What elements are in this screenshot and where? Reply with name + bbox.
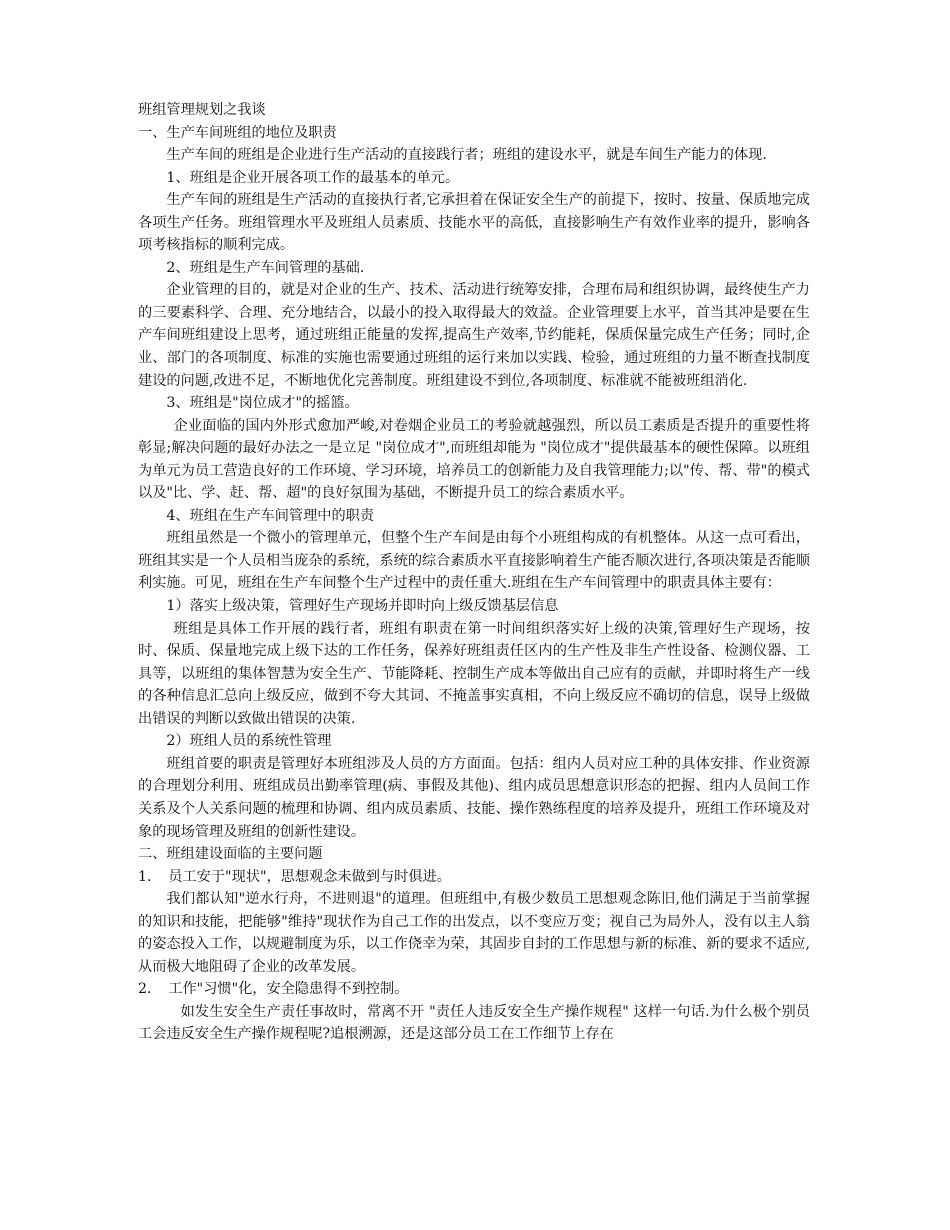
- subsection-heading: 3、班组是"岗位成才"的摇篮。: [166, 395, 359, 412]
- list-item-heading: 2． 工作"习惯"化，安全隐患得不到控制。: [138, 981, 409, 998]
- body-paragraph: 生产车间的班组是企业进行生产活动的直接践行者；班组的建设水平，就是车间生产能力的体现.: [166, 147, 767, 164]
- subsection-heading: 1、班组是企业开展各项工作的最基本的单元。: [166, 169, 460, 186]
- list-item-heading: 1． 员工安于"现状"，思想观念未做到与时俱进。: [138, 868, 451, 885]
- body-paragraph: 企业管理的目的，就是对企业的生产、技术、活动进行统筹安排，合理布局和组织协调，最终使生产力的三要素科学、合理、充分地结合，以最小的投入取得最大的效益。企业管理要上水平，首当其冲是要在生产车间班组建设上思考，通过班组正能量的发挥,提高生产效率,节约能耗，保质保量完成生产任务；同时,企业、部门的各项制度、标准的实施也需要通过班组的运行来加以实践、检验，通过班组的力量不断查找制度建设的问题,改进不足，不断地优化完善制度。班组建设不到位,各项制度、标准就不能被班组消化.: [138, 282, 810, 389]
- section-heading: 一、生产车间班组的地位及职责: [138, 124, 337, 141]
- subsection-heading: 2、班组是生产车间管理的基础.: [166, 259, 365, 276]
- list-item-heading: 2）班组人员的系统性管理: [166, 733, 332, 750]
- list-item-heading: 1）落实上级决策，管理好生产现场并即时向上级反馈基层信息: [166, 598, 559, 615]
- document-page: [138, 99, 810, 1046]
- body-paragraph: 班组是具体工作开展的践行者，班组有职责在第一时间组织落实好上级的决策,管理好生产现场，按时、保质、保量地完成上级下达的工作任务，保养好班组责任区内的生产性及非生产性设备、检测仪器、工具等，以班组的集体智慧为安全生产、节能降耗、控制生产成本等做出自己应有的贡献，并即时将生产一线的各种信息汇总向上级反应，做到不夸大其词、不掩盖事实真相，不向上级反应不确切的信息，误导上级做出错误的判断以致做出错误的决策.: [138, 620, 810, 727]
- body-paragraph: 班组首要的职责是管理好本班组涉及人员的方方面面。包括：组内人员对应工种的具体安排、作业资源的合理划分利用、班组成员出勤率管理(病、事假及其他)、组内成员思想意识形态的把握、组内人员间工作关系及个人关系问题的梳理和协调、组内成员素质、技能、操作熟练程度的培养及提升，班组工作环境及对象的现场管理及班组的创新性建设。: [138, 755, 810, 840]
- section-heading: 二、班组建设面临的主要问题: [138, 846, 323, 863]
- body-paragraph: 企业面临的国内外形式愈加严峻,对卷烟企业员工的考验就越强烈，所以员工素质是否提升的重要性将彰显;解决问题的最好办法之一是立足 "岗位成才",而班组却能为 "岗位成才"提供最基本的硬性保障。以班组为单元为员工营造良好的工作环境、学习环境，培养员工的创新能力及自我管理能力;以"传、帮、带"的模式以及"比、学、赶、帮、超"的良好氛围为基础，不断提升员工的综合素质水平。: [138, 417, 810, 502]
- body-paragraph: 我们都认知"逆水行舟，不进则退"的道理。但班组中,有极少数员工思想观念陈旧,他们满足于当前掌握的知识和技能，把能够"维持"现状作为自己工作的出发点，以不变应万变；视自己为局外人，没有以主人翁的姿态投入工作，以规避制度为乐，以工作侥幸为荣，其固步自封的工作思想与新的标准、新的要求不适应,从而极大地阻碍了企业的改革发展。: [138, 891, 810, 975]
- document-title: 班组管理规划之我谈: [138, 102, 266, 118]
- body-paragraph: 班组虽然是一个微小的管理单元，但整个生产车间是由每个小班组构成的有机整体。从这一点可看出，班组其实是一个人员相当庞杂的系统，系统的综合素质水平直接影响着生产能否顺次进行,各项决策是否能顺利实施。可见，班组在生产车间整个生产过程中的责任重大.班组在生产车间管理中的职责具体主要有：: [138, 530, 810, 592]
- body-paragraph: 如发生安全生产责任事故时，常离不开 "责任人违反安全生产操作规程" 这样一句话.为什么极个别员工会违反安全生产操作规程呢?追根溯源，还是这部分员工在工作细节上存在: [138, 1003, 810, 1043]
- subsection-heading: 4、班组在生产车间管理中的职责: [166, 507, 375, 524]
- body-paragraph: 生产车间的班组是生产活动的直接执行者,它承担着在保证安全生产的前提下，按时、按量、保质地完成各项生产任务。班组管理水平及班组人员素质、技能水平的高低，直接影响生产有效作业率的提升，影响各项考核指标的顺利完成。: [138, 192, 810, 254]
